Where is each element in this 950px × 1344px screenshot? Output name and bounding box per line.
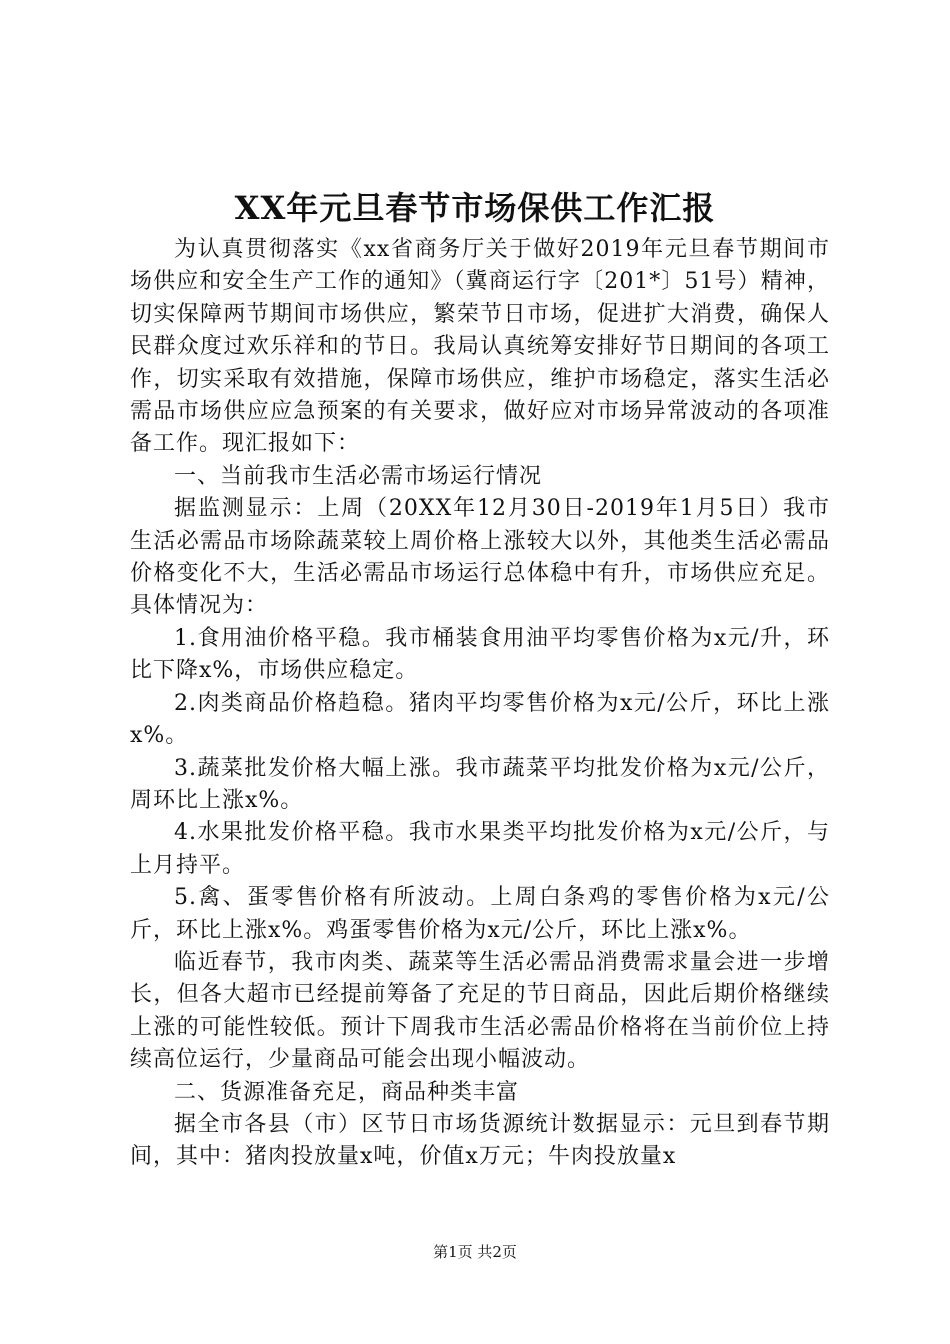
- document-body: [130, 234, 830, 1174]
- supply-paragraph: 据全市各县（市）区节日市场货源统计数据显示：元旦到春节期间，其中：猪肉投放量x吨，价值x万元；牛肉投放量x: [130, 1111, 830, 1170]
- section-heading-1: 一、当前我市生活必需市场运行情况: [174, 463, 543, 489]
- item-paragraph-poultry-eggs: 5.禽、蛋零售价格有所波动。上周白条鸡的零售价格为x元/公斤，环比上涨x%。鸡蛋零售价格为x元/公斤，环比上涨x%。: [130, 885, 830, 943]
- item-paragraph-oil: 1.食用油价格平稳。我市桶装食用油平均零售价格为x元/升，环比下降x%，市场供应稳定。: [130, 625, 830, 684]
- item-paragraph-vegetables: 3.蔬菜批发价格大幅上涨。我市蔬菜平均批发价格为x元/公斤，周环比上涨x%。: [130, 755, 830, 813]
- item-paragraph-fruit: 4.水果批发价格平稳。我市水果类平均批发价格为x元/公斤，与上月持平。: [130, 820, 830, 878]
- document-title: XX年元旦春节市场保供工作汇报: [234, 189, 716, 227]
- intro-paragraph: 为认真贯彻落实《xx省商务厅关于做好2019年元旦春节期间市场供应和安全生产工作的通知》（冀商运行字〔201*〕51号）精神，切实保障两节期间市场供应，繁荣节日市场，促进扩大消费，确保人民群众度过欢乐祥和的节日。我局认真统筹安排好节日期间的各项工作，切实采取有效措施，保障市场供应，维护市场稳定，落实生活必需品市场供应应急预案的有关要求，做好应对市场异常波动的各项准备工作。现汇报如下：: [130, 237, 830, 457]
- page-footer: 第1页 共2页: [433, 1243, 517, 1261]
- monitoring-paragraph: 据监测显示：上周（20XX年12月30日-2019年1月5日）我市生活必需品市场除蔬菜较上周价格上涨较大以外，其他类生活必需品价格变化不大，生活必需品市场运行总体稳中有升，市场供应充足。具体情况为：: [130, 496, 830, 619]
- outlook-paragraph: 临近春节，我市肉类、蔬菜等生活必需品消费需求量会进一步增长，但各大超市已经提前筹备了充足的节日商品，因此后期价格继续上涨的可能性较低。预计下周我市生活必需品价格将在当前价位上持续高位运行，少量商品可能会出现小幅波动。: [130, 949, 830, 1073]
- section-heading-2: 二、货源准备充足，商品种类丰富: [174, 1079, 520, 1105]
- item-paragraph-meat: 2.肉类商品价格趋稳。猪肉平均零售价格为x元/公斤，环比上涨x%。: [130, 690, 830, 749]
